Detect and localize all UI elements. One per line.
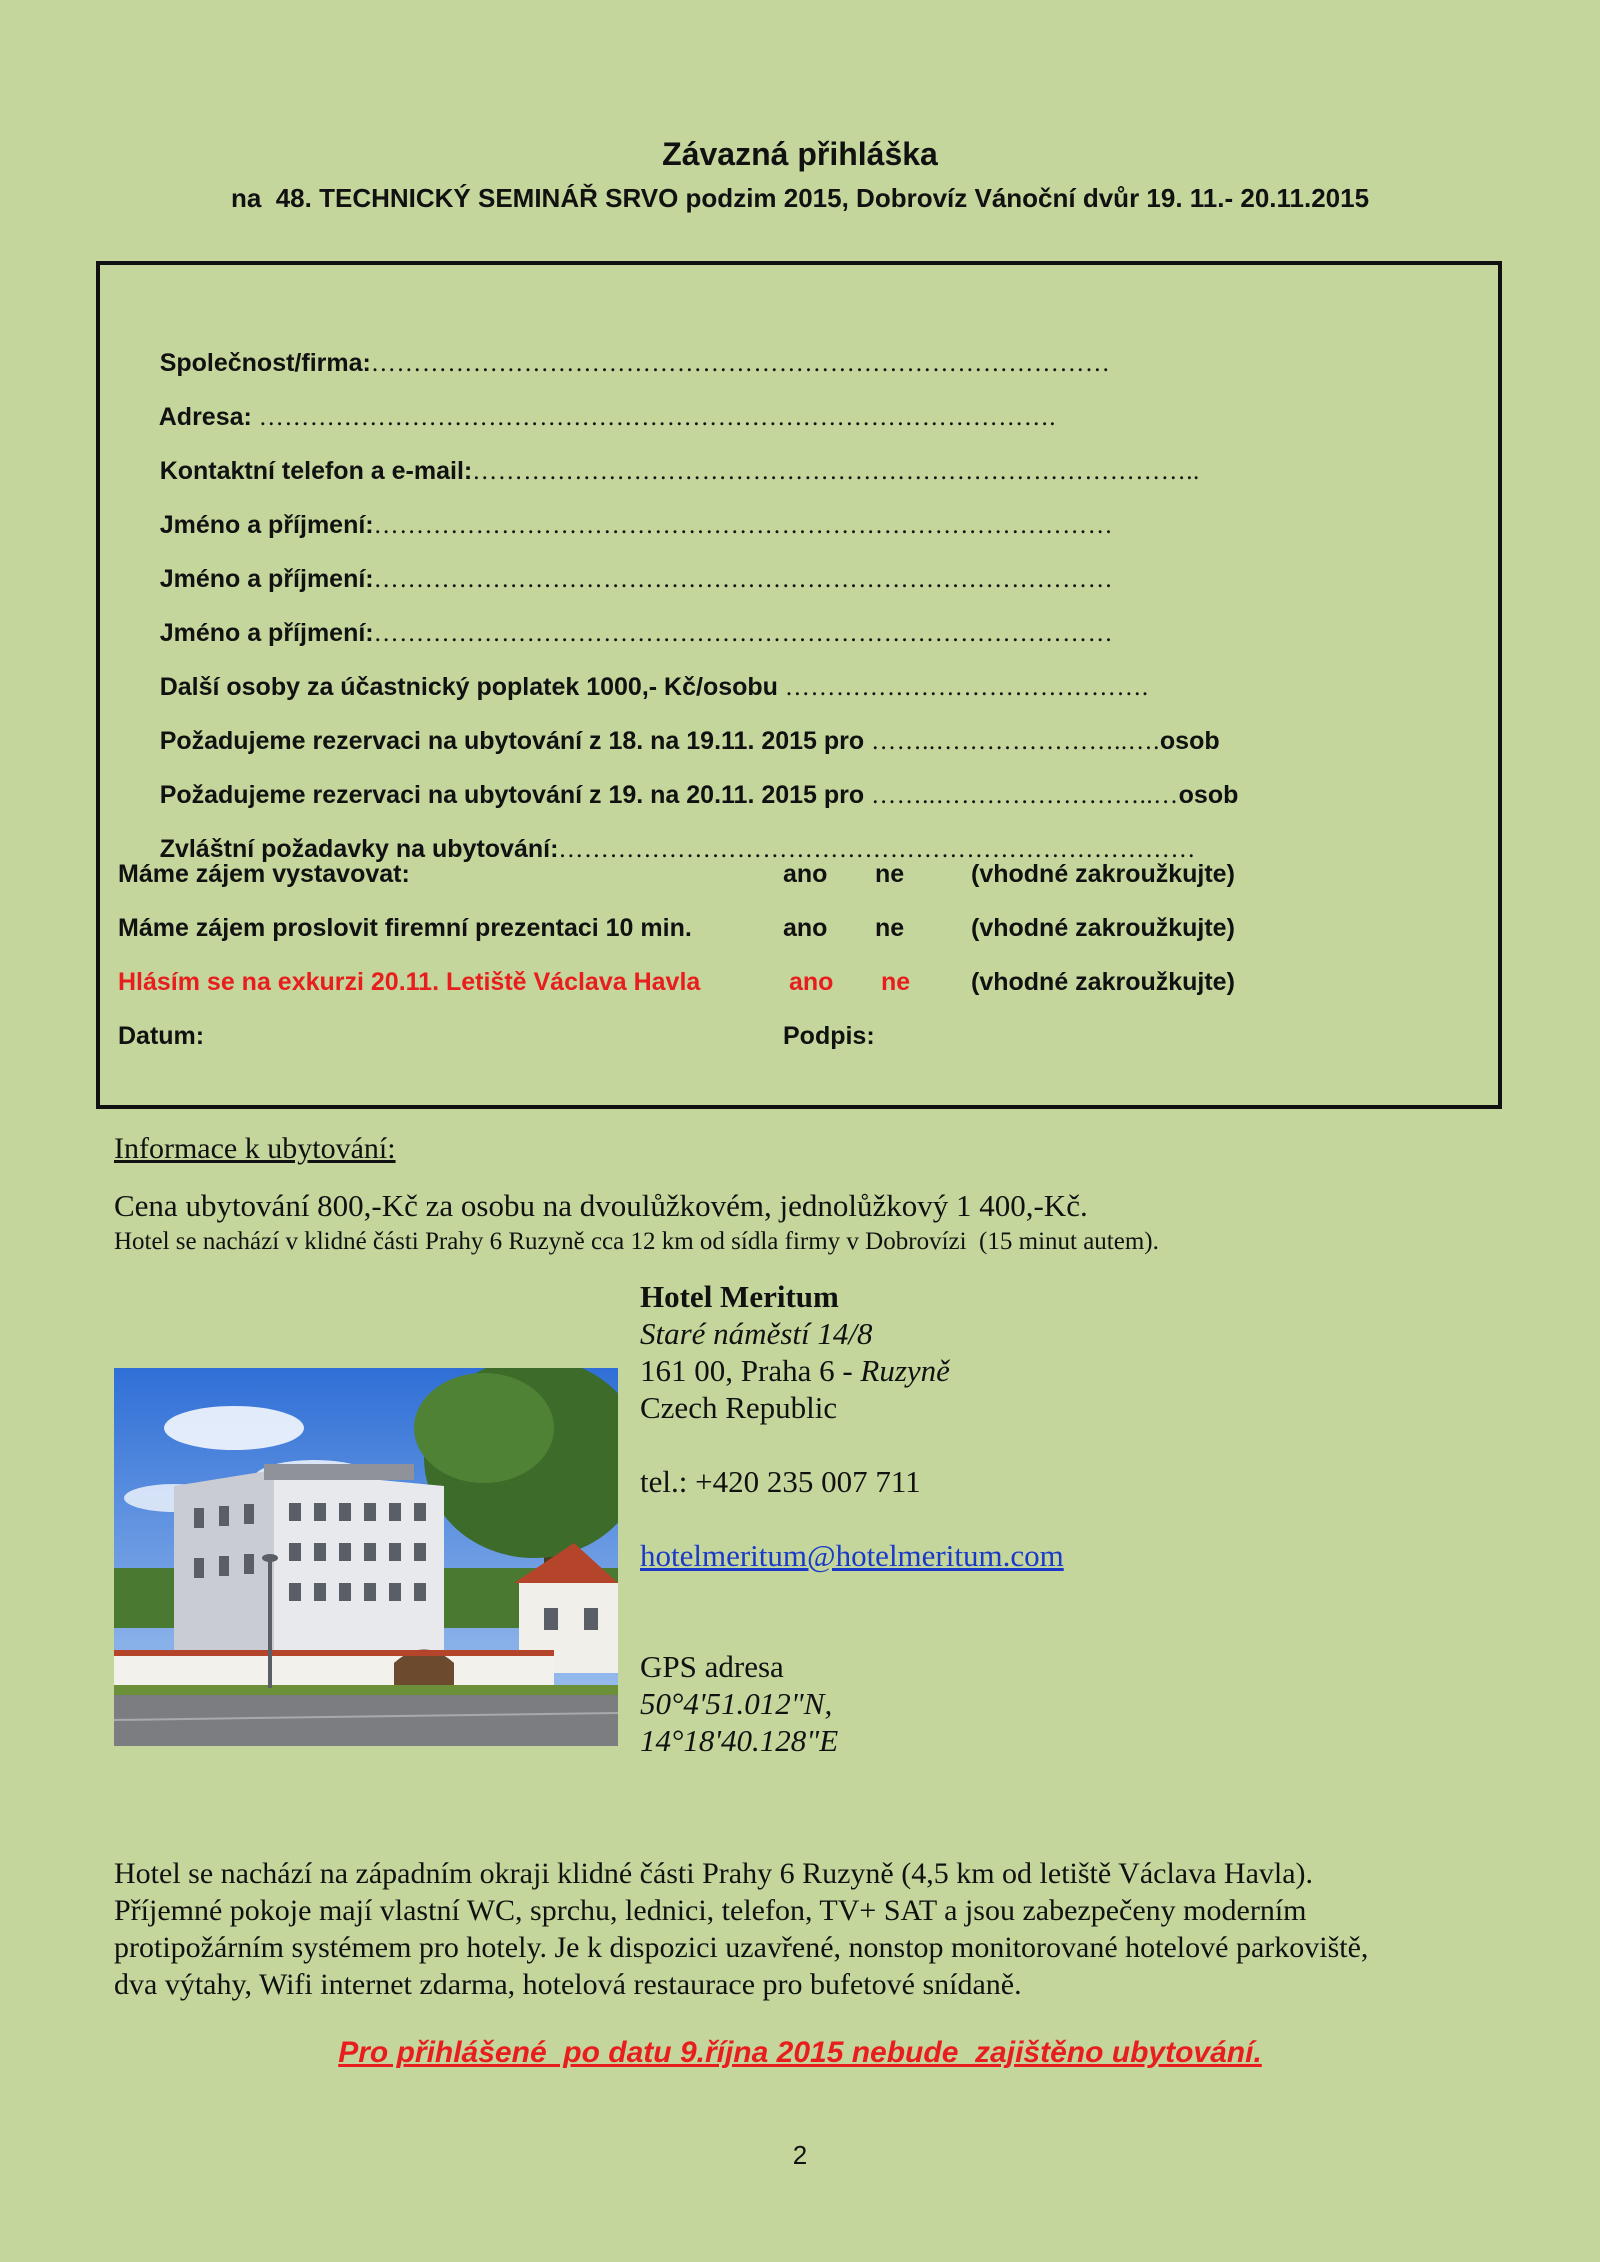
form-subtitle: na 48. TECHNICKÝ SEMINÁŘ SRVO podzim 2015, Dobrovíz Vánoční dvůr 19. 11.- 20.11.2015 [230,183,1370,213]
choice-yes-excursion[interactable]: ano [789,968,834,996]
form-line-label: Další osoby za účastnický poplatek 1000,- Kč/osobu [159,673,785,701]
hotel-description [114,1855,1514,2003]
description-line: Hotel se nachází na západním okraji klidné části Prahy 6 Ruzyně (4,5 km od letiště Václava Havla). [114,1857,1314,1890]
hotel-photo [114,1368,618,1746]
gps-label: GPS adresa [640,1649,784,1684]
form-line-label: Zvláštní požadavky na ubytování: [159,835,559,863]
fill-in-dots: ………………………………………………………………… [558,836,1196,863]
form-line-label: Požadujeme rezervaci na ubytování z 19. na 20.11. 2015 pro [159,781,872,809]
choice-no-exhibit[interactable]: ne [875,860,905,888]
form-line-label: Jméno a příjmení: [159,565,374,593]
choice-note: (vhodné zakroužkujte) [971,914,1235,942]
description-line: dva výtahy, Wifi internet zdarma, hotelová restaurace pro bufetové snídaně. [114,1968,1022,2001]
choice-no-excursion[interactable]: ne [881,968,911,996]
fill-in-dots: ……..…………………..…. [871,728,1160,755]
form-line-name-3[interactable] [118,590,1114,647]
spacer [640,1574,1064,1611]
hotel-email-link[interactable]: hotelmeritum@hotelmeritum.com [640,1538,1064,1573]
persons-suffix: osob [1159,727,1220,755]
hotel-city-prefix: 161 00, Praha 6 - [640,1353,861,1388]
choice-note: (vhodné zakroužkujte) [971,968,1235,996]
hotel-city [640,1352,1064,1389]
gps-longitude: 14°18'40.128"E [640,1723,839,1758]
choice-label-exhibit: Máme zájem vystavovat: [118,860,410,888]
signature-field-label[interactable]: Podpis: [783,1022,875,1050]
form-line-label: Adresa: [158,403,259,431]
form-line-label: Jméno a příjmení: [159,511,374,539]
hotel-contact-block [640,1278,1064,1759]
form-line-label: Kontaktní telefon a e-mail: [159,457,473,485]
choice-yes-presentation[interactable]: ano [783,914,828,942]
fill-in-dots: ……..……………………..… [871,782,1179,809]
form-line-contact[interactable] [118,428,1200,485]
form-line-reservation-19-20[interactable] [118,752,1239,809]
form-line-special-requests[interactable] [118,806,1196,863]
form-line-label: Požadujeme rezervaci na ubytování z 18. na 19.11. 2015 pro [159,727,872,755]
description-line: protipožárním systémem pro hotely. Je k dispozici uzavřené, nonstop monitorované hotelové parkoviště, [114,1931,1369,1964]
spacer [640,1611,1064,1648]
choice-yes-exhibit[interactable]: ano [783,860,828,888]
fill-in-dots: …………………………………………………………………………… [373,512,1114,539]
accommodation-price: Cena ubytování 800,-Kč za osobu na dvoulůžkovém, jednolůžkový 1 400,-Kč. [114,1188,1088,1223]
page-number: 2 [792,2140,808,2170]
form-line-reservation-18-19[interactable] [118,698,1220,755]
fill-in-dots: …………………………………………………………………………… [373,566,1114,593]
form-line-company[interactable] [118,320,1111,377]
description-line: Příjemné pokoje mají vlastní WC, sprchu, lednici, telefon, TV+ SAT a jsou zabezpečeny moderním [114,1894,1307,1927]
fill-in-dots: …………………………………………………………………………… [373,620,1114,647]
hotel-name: Hotel Meritum [640,1279,839,1314]
date-field-label[interactable]: Datum: [118,1022,205,1050]
hotel-country: Czech Republic [640,1390,838,1425]
hotel-phone: tel.: +420 235 007 711 [640,1464,921,1499]
form-line-address[interactable] [118,374,1057,431]
form-line-label: Společnost/firma: [159,349,371,377]
gps-latitude: 50°4'51.012"N, [640,1686,833,1721]
fill-in-dots: …………………………………………………………………………… [370,350,1111,377]
spacer [640,1500,1064,1537]
persons-suffix: osob [1178,781,1239,809]
accommodation-location: Hotel se nachází v klidné části Prahy 6 Ruzyně cca 12 km od sídla firmy v Dobrovízi (15 minut autem). [114,1228,1159,1255]
registration-form-box [96,261,1502,1109]
form-line-name-2[interactable] [118,536,1114,593]
form-line-name-1[interactable] [118,482,1114,539]
fill-in-dots: ……………………………………. [784,674,1149,701]
form-line-label: Jméno a příjmení: [159,619,374,647]
spacer [640,1426,1064,1463]
accommodation-heading: Informace k ubytování: [114,1132,396,1165]
form-title: Závazná přihláška [662,136,938,172]
fill-in-dots: …………………………………………………………………………………. [258,404,1057,431]
choice-no-presentation[interactable]: ne [875,914,905,942]
choice-label-excursion: Hlásím se na exkurzi 20.11. Letiště Václava Havla [118,968,701,996]
hotel-district: Ruzyně [860,1353,950,1388]
deadline-warning: Pro přihlášené po datu 9.října 2015 nebude zajištěno ubytování. [338,2036,1262,2069]
hotel-street: Staré náměstí 14/8 [640,1316,873,1351]
form-line-additional-persons[interactable] [118,644,1149,701]
choice-label-presentation: Máme zájem proslovit firemní prezentaci 10 min. [118,914,692,942]
fill-in-dots: ………………………………………………………………………….. [472,458,1200,485]
choice-note: (vhodné zakroužkujte) [971,860,1235,888]
